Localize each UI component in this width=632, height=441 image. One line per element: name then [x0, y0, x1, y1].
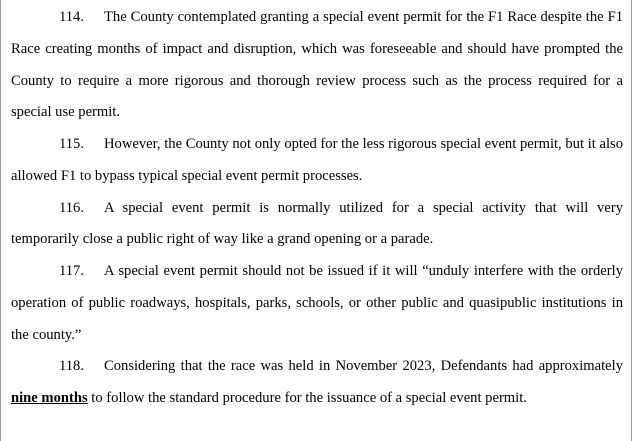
paragraph-118 — [11, 351, 623, 415]
paragraph-number: 116. — [59, 199, 84, 216]
paragraph-text: The County contemplated granting a special event permit for the F1 Race despite the F1 Race creating months of impact and disruption, which was foreseeable and should have prompted the County to require a more rigorous and thorough review process such as the process required for a special use permit. — [11, 9, 623, 121]
paragraph-117 — [11, 256, 623, 351]
paragraph-text: A special event permit should not be issued if it will “unduly interfere with the orderly operation of public roadways, hospitals, parks, schools, or other public and quasipublic institutions in the county.” — [11, 263, 623, 343]
paragraph-number: 115. — [59, 136, 84, 152]
paragraph-text-after: to follow the standard procedure for the issuance of a special event permit. — [87, 390, 527, 406]
paragraph-text-before: Considering that the race was held in November 2023, Defendants had approximately — [104, 358, 623, 375]
paragraph-116 — [11, 193, 623, 257]
paragraph-text: However, the County not only opted for the less rigorous special event permit, but it also allowed F1 to bypass typical special event permit processes. — [11, 136, 623, 184]
paragraph-number: 117. — [59, 263, 84, 279]
paragraph-114 — [11, 2, 623, 129]
emphasized-text: nine months — [11, 390, 88, 406]
paragraph-text: A special event permit is normally utilized for a special activity that will very temporarily close a public right of way like a grand opening or a parade. — [11, 199, 623, 248]
paragraph-number: 118. — [59, 358, 84, 375]
document-body — [11, 2, 623, 415]
paragraph-115 — [11, 129, 623, 193]
paragraph-number: 114. — [59, 9, 84, 25]
